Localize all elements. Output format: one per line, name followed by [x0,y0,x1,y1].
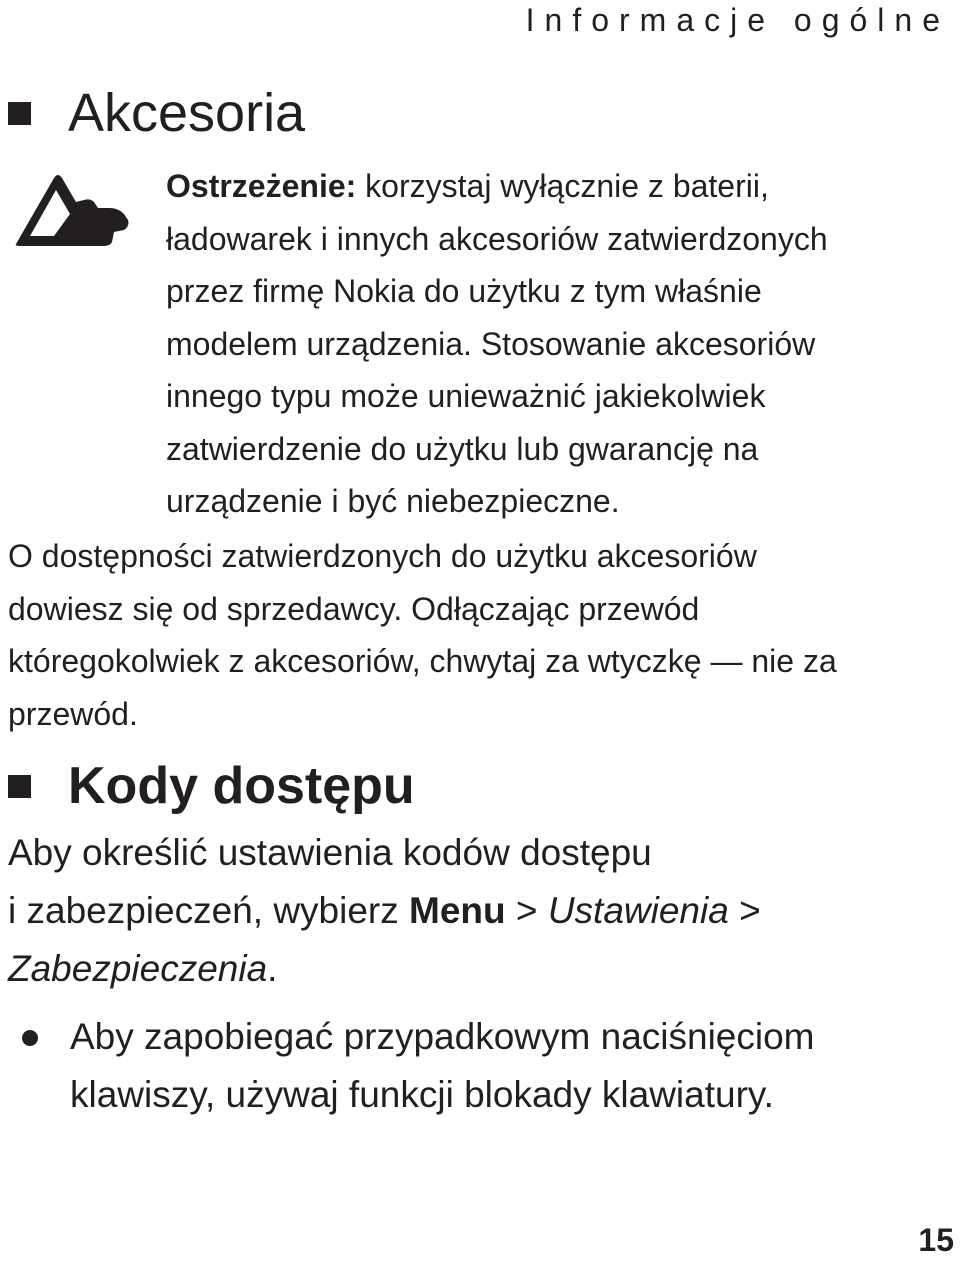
section-title: Akcesoria [68,83,306,143]
intro-prefix: i zabezpieczeń, wybierz [8,890,410,931]
menu-path-separator: > [728,890,761,931]
warning-text: korzystaj wyłącznie z baterii, [356,168,769,204]
page-number: 15 [918,1222,954,1258]
menu-path-menu: Menu [409,890,506,931]
warning-line [166,160,946,213]
section-heading-accessories [8,83,306,143]
intro-line: Aby określić ustawienia kodów dostępu [8,832,652,873]
list-item-text [70,1008,953,1124]
warning-line: modelem urządzenia. Stosowanie akcesoriów [166,325,816,362]
paragraph-line: któregokolwiek z akcesoriów, chwytaj za wtyczkę — nie za [8,643,837,679]
intro-line [8,940,953,998]
warning-label: Ostrzeżenie: [166,168,357,204]
paragraph-line: O dostępności zatwierdzonych do użytku akcesoriów [8,538,757,574]
square-bullet-icon [8,775,31,798]
warning-line: ładowarek i innych akcesoriów zatwierdzonych [166,220,828,257]
paragraph-line: dowiesz się od sprzedawcy. Odłączając przewód [8,590,700,627]
accessories-paragraph [8,530,953,740]
access-codes-intro [8,824,953,998]
menu-path-separator: > [505,890,548,931]
warning-note [166,160,946,528]
square-bullet-icon [8,102,31,125]
list-item-line: klawiszy, używaj funkcji blokady klawiatury. [70,1074,774,1115]
intro-line [8,882,953,940]
paragraph-line: przewód. [8,695,138,732]
warning-line: zatwierdzenie do użytku lub gwarancję na [166,430,759,467]
menu-path-security: Zabezpieczenia [8,948,268,989]
section-title: Kody dostępu [68,757,415,815]
list-item-line: Aby zapobiegać przypadkowym naciśnięciom [70,1016,815,1057]
warning-line: innego typu może unieważnić jakiekolwiek [166,378,766,414]
warning-hand-icon [14,170,132,248]
list-item [8,1008,953,1124]
bullet-dot-icon [22,1030,38,1046]
section-heading-access-codes [8,757,415,815]
warning-line: urządzenie i być niebezpieczne. [166,483,620,519]
period: . [267,948,278,989]
warning-line: przez firmę Nokia do użytku z tym właśnie [166,273,762,309]
running-header: Informacje ogólne [525,2,950,38]
menu-path-settings: Ustawienia [547,890,729,931]
